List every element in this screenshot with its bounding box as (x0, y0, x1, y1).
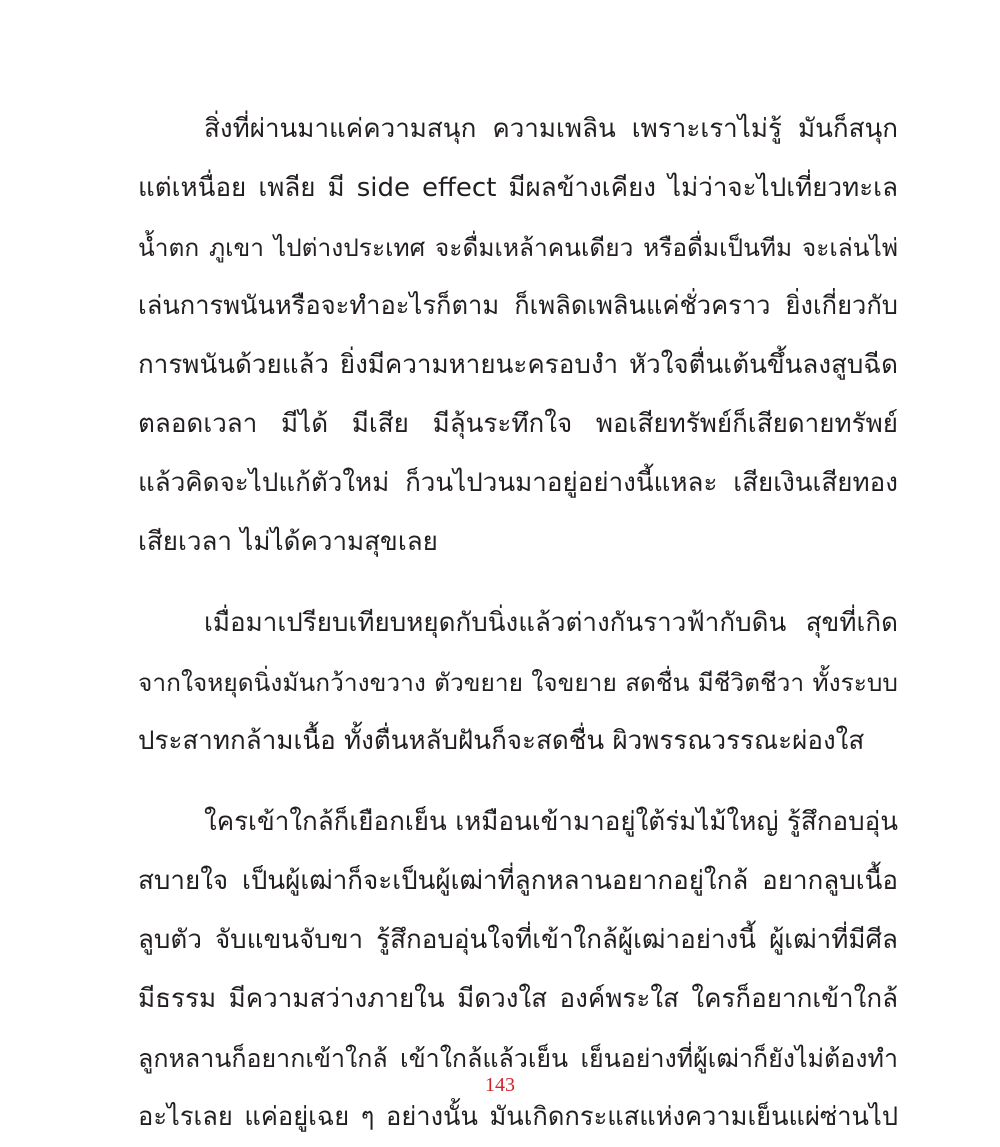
text-line: ตลอดเวลา มีได้ มีเสีย มีลุ้นระทึกใจ พอเสียทรัพย์ก็เสียดายทรัพย์ (138, 409, 898, 439)
text-line: เล่นการพนันหรือจะทำอะไรก็ตาม ก็เพลิดเพลินแค่ชั่วคราว ยิ่งเกี่ยวกับ (138, 291, 898, 321)
text-line: มีธรรม มีความสว่างภายใน มีดวงใส องค์พระใส ใครก็อยากเข้าใกล้ (138, 984, 898, 1014)
text-line: เมื่อมาเปรียบเทียบหยุดกับนิ่งแล้วต่างกันราวฟ้ากับดิน สุขที่เกิด (204, 608, 898, 638)
paragraph-2 (138, 594, 898, 771)
page-number: 143 (485, 1074, 515, 1096)
text-line: ลูบตัว จับแขนจับขา รู้สึกอบอุ่นใจที่เข้าใกล้ผู้เฒ่าอย่างนี้ ผู้เฒ่าที่มีศีล (138, 925, 898, 955)
paragraph-gap (138, 771, 898, 793)
text-line: แต่เหนื่อย เพลีย มี side effect มีผลข้างเคียง ไม่ว่าจะไปเที่ยวทะเล (138, 173, 898, 203)
text-line: อะไรเลย แค่อยู่เฉย ๆ อย่างนั้น มันเกิดกระแสแห่งความเย็นแผ่ซ่านไป (138, 1102, 898, 1132)
paragraph-gap (138, 572, 898, 594)
text-line: ใครเข้าใกล้ก็เยือกเย็น เหมือนเข้ามาอยู่ใต้ร่มไม้ใหญ่ รู้สึกอบอุ่น (204, 807, 898, 837)
text-line: สบายใจ เป็นผู้เฒ่าก็จะเป็นผู้เฒ่าที่ลูกหลานอยากอยู่ใกล้ อยากลูบเนื้อ (138, 866, 898, 896)
text-line: เสียเวลา ไม่ได้ความสุขเลย (138, 527, 438, 557)
text-line: การพนันด้วยแล้ว ยิ่งมีความหายนะครอบงำ หัวใจตื่นเต้นขึ้นลงสูบฉีด (138, 350, 898, 380)
text-line: จากใจหยุดนิ่งมันกว้างขวาง ตัวขยาย ใจขยาย สดชื่น มีชีวิตชีวา ทั้งระบบ (138, 668, 898, 697)
text-line: ลูกหลานก็อยากเข้าใกล้ เข้าใกล้แล้วเย็น เย็นอย่างที่ผู้เฒ่าก็ยังไม่ต้องทำ (138, 1044, 898, 1073)
text-line: ประสาทกล้ามเนื้อ ทั้งตื่นหลับฝันก็จะสดชื่น ผิวพรรณวรรณะผ่องใส (138, 726, 865, 756)
body-text (138, 100, 898, 1147)
paragraph-1 (138, 100, 898, 572)
text-line: สิ่งที่ผ่านมาแค่ความสนุก ความเพลิน เพราะเราไม่รู้ มันก็สนุก (204, 114, 898, 144)
text-line: น้ำตก ภูเขา ไปต่างประเทศ จะดื่มเหล้าคนเดียว หรือดื่มเป็นทีม จะเล่นไพ่ (138, 233, 898, 262)
text-line: แล้วคิดจะไปแก้ตัวใหม่ ก็วนไปวนมาอยู่อย่างนี้แหละ เสียเงินเสียทอง (138, 468, 898, 498)
